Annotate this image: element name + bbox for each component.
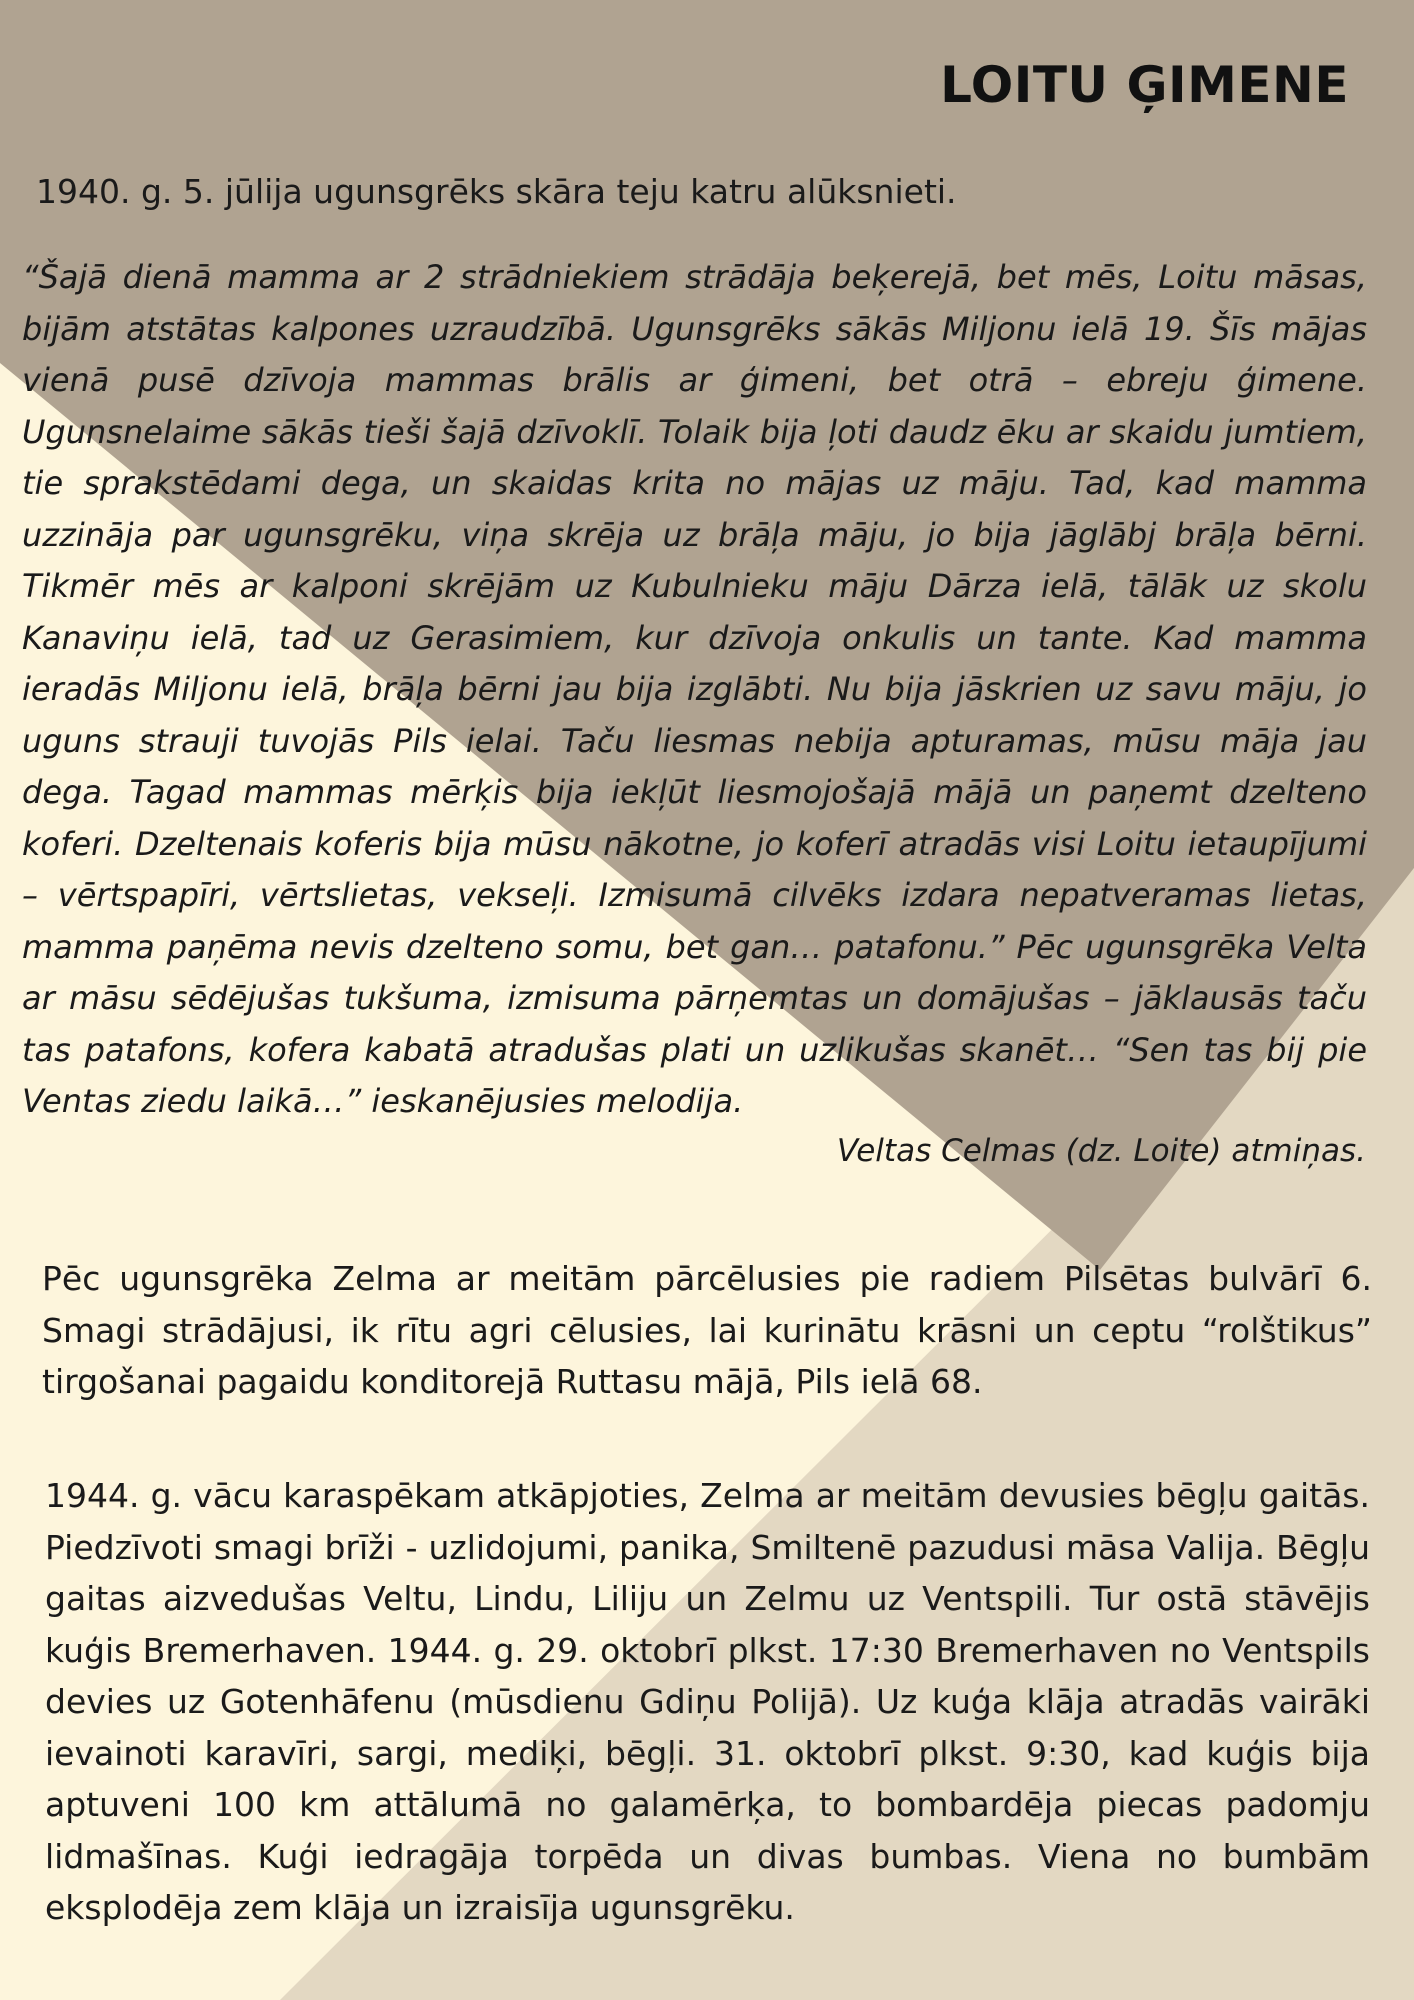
refugee-paragraph: 1944. g. vācu karaspēkam atkāpjoties, Zelma ar meitām devusies bēgļu gaitās. Piedzīvoti smagi brīži - uzlidojumi, panika, Smiltenē pazudusi māsa Valija. Bēgļu gaitas aizvedušas Veltu, Lindu, Liliju un Zelmu uz Ventspili. Tur ostā stāvējis kuģis Bremerhaven. 1944. g. 29. oktobrī plkst. 17:30 Bremerhaven no Ventspils devies uz Gotenhāfenu (mūsdienu Gdiņu Polijā). Uz kuģa klāja atradās vairāki ievainoti karavīri, sargi, mediķi, bēgļi. 31. oktobrī plkst. 9:30, kad kuģis bija aptuveni 100 km attālumā no galamērķa, to bombardēja piecas padomju lidmašīnas. Kuģi iedragāja torpēda un divas bumbas. Viena no bumbām eksplodēja zem klāja un izraisīja ugunsgrēku.	[45, 1476, 1370, 1927]
page-title: LOITU ĢIMENE	[940, 56, 1349, 114]
memoir-quote: “Šajā dienā mamma ar 2 strādniekiem strādāja beķerejā, bet mēs, Loitu māsas, bijām atstātas kalpones uzraudzībā. Ugunsgrēks sākās Miljonu ielā 19. Šīs mājas vienā pusē dzīvoja mammas brālis ar ģimeni, bet otrā – ebreju ģimene. Ugunsnelaime sākās tieši šajā dzīvoklī. Tolaik bija ļoti daudz ēku ar skaidu jumtiem, tie sprakstēdami dega, un skaidas krita no mājas uz māju. Tad, kad mamma uzzināja par ugunsgrēku, viņa skrēja uz brāļa māju, jo bija jāglābj brāļa bērni. Tikmēr mēs ar kalponi skrējām uz Kubulnieku māju Dārza ielā, tālāk uz skolu Kanaviņu ielā, tad uz Gerasimiem, kur dzīvoja onkulis un tante. Kad mamma ieradās Miljonu ielā, brāļa bērni jau bija izglābti. Nu bija jāskrien uz savu māju, jo uguns strauji tuvojās Pils ielai. Taču liesmas nebija apturamas, mūsu māja jau dega. Tagad mammas mērķis bija iekļūt liesmojošajā mājā un paņemt dzelteno koferi. Dzeltenais koferis bija mūsu nākotne, jo koferī atradās visi Loitu ietaupījumi – vērtspapīri, vērtslietas, vekseļi. Izmisumā cilvēks izdara nepatveramas lietas, mamma paņēma nevis dzelteno somu, bet gan… patafonu.” Pēc ugunsgrēka Velta ar māsu sēdējušas tukšuma, izmisuma pārņemtas un domājušas – jāklausās taču tas patafons, kofera kabatā atradušas plati un uzlikušas skanēt… “Sen tas bij pie Ventas ziedu laikā…” ieskanējusies melodija.	[22, 258, 1367, 1120]
quote-attribution: Veltas Celmas (dz. Loite) atmiņas.	[836, 1133, 1366, 1169]
intro-paragraph: 1940. g. 5. jūlija ugunsgrēks skāra teju katru alūksnieti.	[36, 172, 957, 211]
relocation-paragraph: Pēc ugunsgrēka Zelma ar meitām pārcēlusies pie radiem Pilsētas bulvārī 6. Smagi strādājusi, ik rītu agri cēlusies, lai kurinātu krāsni un ceptu “rolštikus” tirgošanai pagaidu konditorejā Ruttasu mājā, Pils ielā 68.	[42, 1259, 1372, 1401]
